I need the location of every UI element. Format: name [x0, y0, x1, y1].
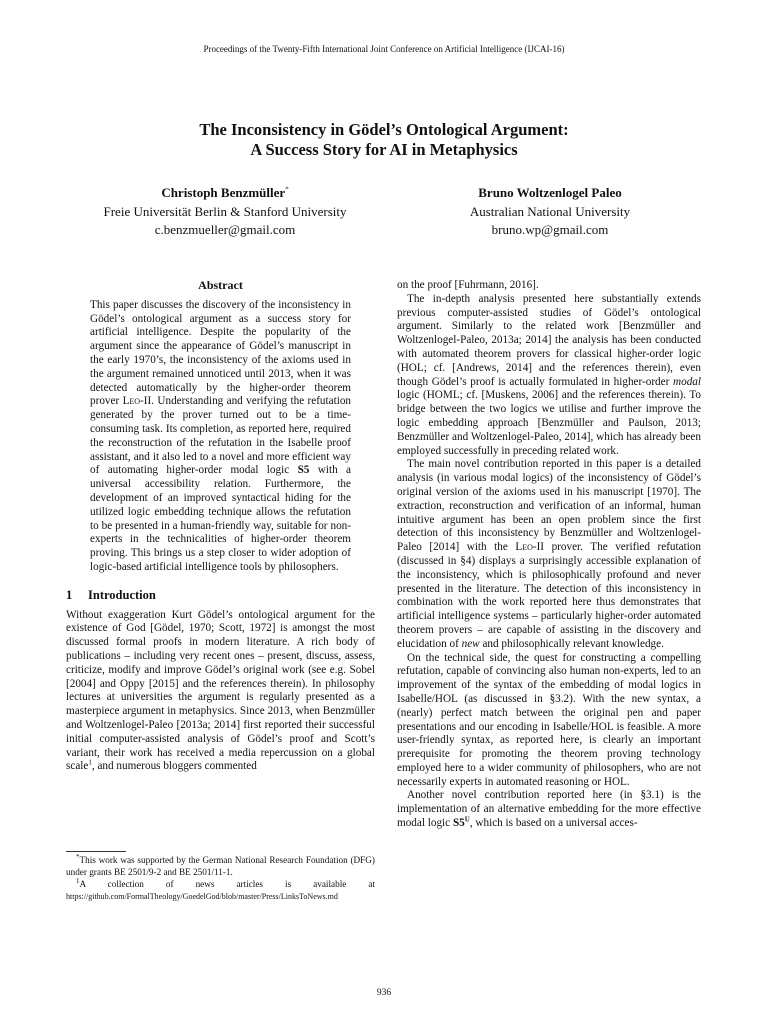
proceedings-header: Proceedings of the Twenty-Fifth International Joint Conference on Artificial Intelligence (IJCAI-16)	[203, 44, 565, 54]
title-line-1: The Inconsistency in Gödel’s Ontological Argument:	[199, 120, 569, 139]
title-line-2: A Success Story for AI in Metaphysics	[250, 140, 518, 159]
emphasis-new: new	[461, 637, 480, 650]
news-link[interactable]: https://github.com/FormalTheology/GoedelGod/blob/master/Press/LinksToNews.md	[66, 891, 338, 901]
footnotes	[66, 852, 375, 903]
emphasis-modal: modal	[673, 375, 701, 388]
s5u-logic-name: $S5^U$	[452, 815, 470, 830]
author-email: bruno.wp@gmail.com	[491, 222, 609, 237]
author-affiliation: Australian National University	[469, 203, 631, 219]
left-column	[66, 279, 375, 774]
author-name: Bruno Woltzenlogel Paleo	[478, 185, 622, 200]
paper-title	[0, 120, 768, 160]
body-paragraph: Another novel contribution reported here (in §3.1) is the implementation of an alternative embedding for the more effective modal logic $S5^U$, which is based on a universal acces-	[397, 789, 701, 830]
leo-ii-name: Leo-II	[515, 541, 545, 554]
footnote-news: $^1$A collection of news articles is available at https://github.com/FormalTheology/GoedelGod/blob/master/Press/LinksToNews.md	[66, 876, 375, 901]
body-paragraph: The in-depth analysis presented here substantially extends previous computer-assisted studies of Gödel’s ontological argument. Similarly to the related work [Benzmüller and Woltzenlogel-Paleo, 2013a; 2014] the analysis has been conducted with automated theorem provers for classical higher-order logic (HOL; cf. [Andrews, 2014] and the references therein), even though Gödel’s proof is actually formulated in higher-order modal logic (HOML; cf. [Muskens, 2006] and the references therein). To bridge between the two logics we utilise and further improve the logic embedding approach [Benzmüller and Paulson, 2013; Benzmüller and Woltzenlogel-Paleo, 2014], which has already been employed successfully in preceding related work.	[397, 292, 701, 457]
section-title: Introduction	[88, 587, 156, 602]
page-number: 936	[376, 988, 392, 998]
footnote-divider	[66, 851, 126, 852]
author-name: Christoph Benzmüller	[161, 185, 286, 200]
author-affiliation: Freie Universität Berlin & Stanford University	[103, 203, 347, 219]
author-block-1	[70, 184, 380, 240]
right-column	[397, 279, 701, 831]
continued-paragraph: on the proof [Fuhrmann, 2016].	[397, 279, 539, 291]
s5-logic-name: S5	[297, 464, 310, 477]
body-paragraph: The main novel contribution reported in this paper is a detailed analysis (in various modal logics) of the inconsistency of Gödel’s original version of the axioms used in his manuscript [1970]. The extraction, reconstruction and verification of an informal, human intuitive argument has been an open problem since the first detection of this inconsistency by Benzmüller and Woltzenlogel-Paleo [2014] with the Leo-II prover. The verified refutation (discussed in §4) displays a surprisingly accessible explanation of the inconsistency, which is philosophically profound and never presented in the literature. The detection of this inconsistency in combination with the work reported here thus demonstrates that artificial intelligence systems – particularly higher-order automated theorem provers – are capable of assisting in the discovery and elucidation of new and philosophically relevant knowledge.	[397, 458, 701, 650]
section-number: 1	[66, 587, 73, 602]
author-footnote-mark: *	[285, 185, 289, 194]
body-paragraph: On the technical side, the quest for constructing a compelling refutation, capable of convincing also human non-experts, led to an improvement of the syntax of the embedding of modal logics in Isabelle/HOL (as discussed in §3.2). With the new syntax, a (nearly) perfect match between the original pen and paper presentations and our encoding in Isabelle/HOL is feasible. A more user-friendly syntax, as reported here, is clearly an important prerequisite for promoting the theorem proving technology employed here to a wider community of philosophers, who are not necessarily experts in automated reasoning or HOL.	[397, 651, 701, 788]
leo-ii-name: Leo-II	[122, 395, 152, 408]
intro-paragraph: Without exaggeration Kurt Gödel’s ontological argument for the existence of God [Gödel, 1970; Scott, 1972] is amongst the most discussed formal proofs in modern literature. A rich body of publications – including very recent ones – present, discuss, assess, criticize, modify and improve Gödel’s original work (see e.g. Sobel [2004] and Oppy [2015] and the references therein). In philosophy lectures at universities the argument is regularly presented as a masterpiece argument in metaphysics. Since 2013, when Benzmüller and Woltzenlogel-Paleo [2013a; 2014] first reported their successful initial computer-assisted analysis of Gödel’s proof and Scott’s variant, their work has received a media repercussion on a global scale$^1$, and numerous bloggers commented	[66, 608, 375, 773]
footnote-ref: 1	[88, 758, 92, 767]
author-email: c.benzmueller@gmail.com	[154, 222, 296, 237]
abstract-heading: Abstract	[198, 278, 243, 292]
section-heading-introduction	[66, 589, 375, 603]
footnote-funding: *This work was supported by the German National Research Foundation (DFG) under grants BE 2501/9-2 and BE 2501/11-1.	[66, 852, 375, 877]
abstract-text: This paper discusses the discovery of the inconsistency in Gödel’s ontological argument as a success story for artificial intelligence. Despite the popularity of the argument since the appearance of Gödel’s manuscript in the early 1970’s, the inconsistency of the axioms used in the argument remained unnoticed until 2013, when it was detected automatically by the higher-order theorem prover Leo-II. Understanding and verifying the refutation generated by the prover turned out to be a time-consuming task. Its completion, as reported here, required the reconstruction of the refutation in the Isabelle proof assistant, and it also led to a novel and more efficient way of automating higher-order modal logic S5 with a universal accessibility relation. Furthermore, the development of an improved syntactical hiding for the utilized logic embedding technique allows the refutation to be presented in a human-friendly way, suitable for non-experts in the technicalities of higher-order theorem proving. This brings us a step closer to wider adoption of logic-based artificial intelligence tools by philosophers.	[90, 298, 352, 573]
author-block-2	[400, 184, 700, 240]
